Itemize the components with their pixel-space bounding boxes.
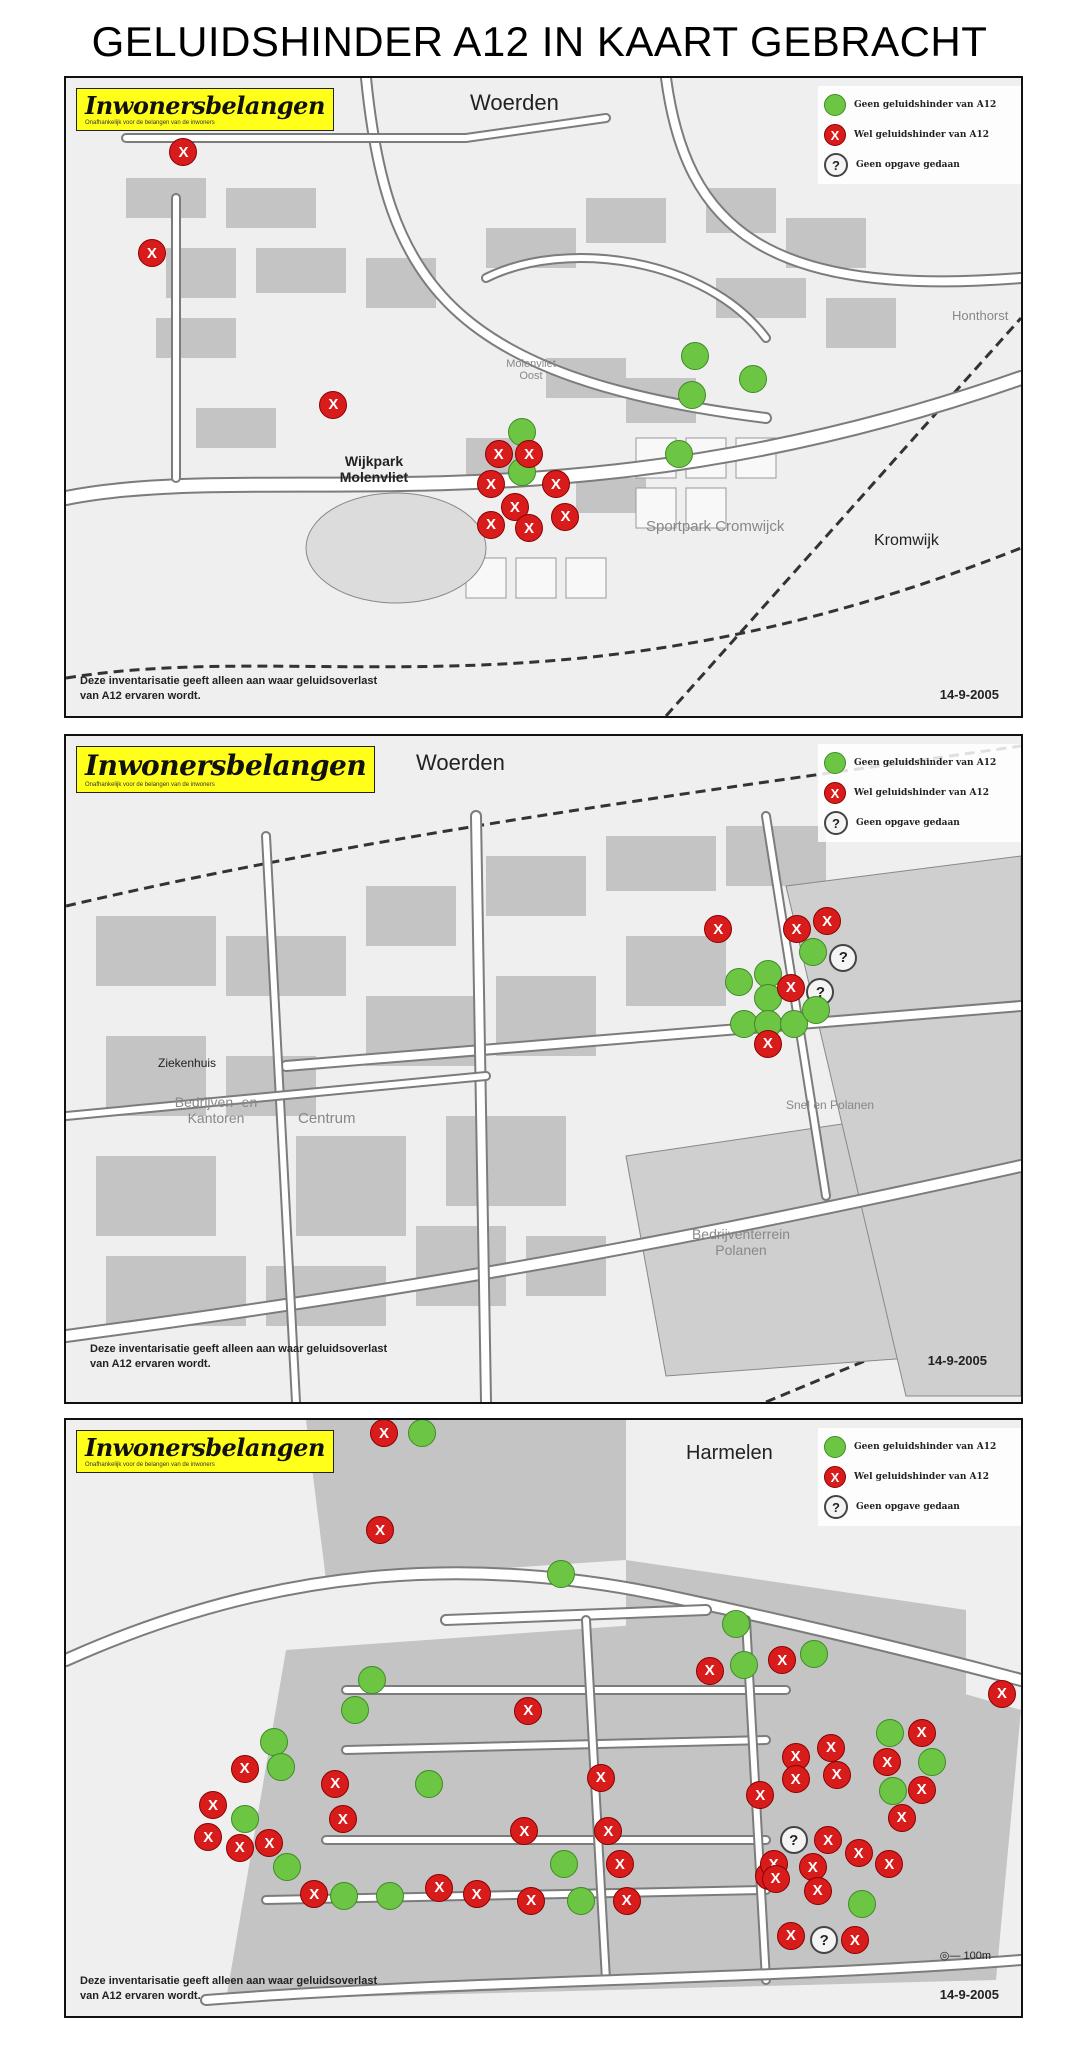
red-x-icon: X xyxy=(824,124,846,146)
map-label-sportpark: Sportpark Cromwijck xyxy=(646,518,785,535)
red-x-icon xyxy=(226,1834,254,1862)
legend-label: Geen geluidshinder van A12 xyxy=(854,1442,997,1452)
green-dot-icon xyxy=(273,1853,301,1881)
red-x-icon xyxy=(908,1719,936,1747)
green-dot-icon xyxy=(730,1651,758,1679)
map-panel-woerden-north xyxy=(64,76,1023,718)
legend-label: Geen opgave gedaan xyxy=(856,160,960,170)
question-mark-icon: ? xyxy=(824,1495,848,1519)
map-label-wijkpark: Wijkpark Molenvliet xyxy=(339,453,409,485)
legend-row-unknown xyxy=(824,808,1023,838)
legend-row-red xyxy=(824,778,1023,808)
logo-tagline: Onafhankelijk voor de belangen van de inwoners xyxy=(85,120,215,126)
logo-tagline: Onafhankelijk voor de belangen van de inwoners xyxy=(85,1462,215,1468)
page-title: GELUIDSHINDER A12 IN KAART GEBRACHT xyxy=(91,18,988,65)
logo-name: Inwonersbelangen xyxy=(85,1433,325,1462)
legend-label: Geen geluidshinder van A12 xyxy=(854,758,997,768)
green-dot-icon xyxy=(567,1887,595,1915)
legend-label: Wel geluidshinder van A12 xyxy=(854,788,990,798)
scale-label: 100m xyxy=(963,1950,991,1962)
map-date: 14-9-2005 xyxy=(927,1353,987,1368)
legend-row-green xyxy=(824,90,1023,120)
green-dot-icon xyxy=(824,752,846,774)
green-dot-icon xyxy=(330,1882,358,1910)
green-dot-icon xyxy=(376,1882,404,1910)
legend-row-unknown xyxy=(824,150,1023,180)
legend-row-green xyxy=(824,1432,1023,1462)
map-label-honthorst: Honthorst xyxy=(952,308,1009,323)
logo-inwonersbelangen xyxy=(76,746,375,793)
logo-inwonersbelangen xyxy=(76,1430,334,1473)
red-x-icon xyxy=(485,440,513,468)
red-x-icon xyxy=(231,1755,259,1783)
red-x-icon xyxy=(845,1839,873,1867)
red-x-icon xyxy=(762,1865,790,1893)
red-x-icon xyxy=(370,1419,398,1447)
green-dot-icon xyxy=(802,996,830,1024)
map-place-name: Harmelen xyxy=(686,1442,773,1464)
map-legend xyxy=(818,86,1023,184)
map-label-polanen: Bedrijventerrein Polanen xyxy=(691,1226,791,1258)
map-label-kromwijk: Kromwijk xyxy=(874,532,939,549)
red-x-icon xyxy=(754,1030,782,1058)
legend-label: Geen opgave gedaan xyxy=(856,818,960,828)
green-dot-icon xyxy=(550,1850,578,1878)
legend-label: Wel geluidshinder van A12 xyxy=(854,1472,990,1482)
map-label-ziekenhuis: Ziekenhuis xyxy=(158,1056,217,1070)
map-legend xyxy=(818,1428,1023,1526)
red-x-icon xyxy=(696,1657,724,1685)
red-x-icon xyxy=(782,1765,810,1793)
legend-row-red xyxy=(824,120,1023,150)
green-dot-icon xyxy=(415,1770,443,1798)
red-x-icon xyxy=(517,1887,545,1915)
map-date: 14-9-2005 xyxy=(939,1987,999,2002)
red-x-icon xyxy=(988,1680,1016,1708)
map-place-name: Woerden xyxy=(416,750,505,775)
map-footnote: Deze inventarisatie geeft alleen aan waar geluidsoverlast van A12 ervaren wordt. xyxy=(80,1975,378,2002)
red-x-icon xyxy=(817,1734,845,1762)
map-panel-woerden-centrum xyxy=(64,734,1023,1404)
logo-name: Inwonersbelangen xyxy=(85,91,325,120)
red-x-icon xyxy=(514,1697,542,1725)
legend-label: Wel geluidshinder van A12 xyxy=(854,130,990,140)
legend-label: Geen opgave gedaan xyxy=(856,1502,960,1512)
map-label-bedrijven: Bedrijven- en Kantoren xyxy=(174,1094,258,1126)
green-dot-icon xyxy=(739,365,767,393)
question-mark-icon: ? xyxy=(824,153,848,177)
green-dot-icon xyxy=(848,1890,876,1918)
logo-name: Inwonersbelangen xyxy=(85,749,367,782)
map-footnote: Deze inventarisatie geeft alleen aan waar geluidsoverlast van A12 ervaren wordt. xyxy=(80,675,378,702)
red-x-icon xyxy=(804,1877,832,1905)
logo-inwonersbelangen xyxy=(76,88,334,131)
red-x-icon: X xyxy=(824,1466,846,1488)
green-dot-icon xyxy=(231,1805,259,1833)
map-legend xyxy=(818,744,1023,842)
red-x-icon xyxy=(477,511,505,539)
legend-row-red xyxy=(824,1462,1023,1492)
green-dot-icon xyxy=(800,1640,828,1668)
green-dot-icon xyxy=(876,1719,904,1747)
legend-label: Geen geluidshinder van A12 xyxy=(854,100,997,110)
map-label-snel-polanen: Snel en Polanen xyxy=(786,1098,875,1112)
question-mark-icon: ? xyxy=(824,811,848,835)
green-dot-icon xyxy=(681,342,709,370)
green-dot-icon xyxy=(358,1666,386,1694)
green-dot-icon xyxy=(547,1560,575,1588)
map-footnote: Deze inventarisatie geeft alleen aan waar geluidsoverlast van A12 ervaren wordt. xyxy=(90,1343,388,1370)
red-x-icon xyxy=(613,1887,641,1915)
map-label-centrum: Centrum xyxy=(298,1110,356,1127)
map-place-name: Woerden xyxy=(470,90,559,115)
map-panel-harmelen xyxy=(64,1418,1023,2018)
red-x-icon xyxy=(777,974,805,1002)
red-x-icon xyxy=(463,1880,491,1908)
compass-icon: ◎— xyxy=(939,1950,961,1962)
red-x-icon xyxy=(319,391,347,419)
green-dot-icon xyxy=(260,1728,288,1756)
map-label-molenvliet-oost: Molenvliet Oost xyxy=(506,358,556,382)
red-x-icon: X xyxy=(824,782,846,804)
red-x-icon xyxy=(606,1850,634,1878)
red-x-icon xyxy=(777,1922,805,1950)
red-x-icon xyxy=(908,1776,936,1804)
logo-tagline: Onafhankelijk voor de belangen van de inwoners xyxy=(85,782,215,788)
red-x-icon xyxy=(823,1761,851,1789)
green-dot-icon xyxy=(824,94,846,116)
green-dot-icon xyxy=(824,1436,846,1458)
red-x-icon xyxy=(199,1791,227,1819)
red-x-icon xyxy=(841,1926,869,1954)
question-mark-icon xyxy=(829,944,857,972)
red-x-icon xyxy=(888,1804,916,1832)
scale-bar xyxy=(940,1949,991,1962)
red-x-icon xyxy=(321,1770,349,1798)
question-mark-icon xyxy=(780,1826,808,1854)
map-date: 14-9-2005 xyxy=(939,687,999,702)
red-x-icon xyxy=(587,1764,615,1792)
legend-row-green xyxy=(824,748,1023,778)
legend-row-unknown xyxy=(824,1492,1023,1522)
